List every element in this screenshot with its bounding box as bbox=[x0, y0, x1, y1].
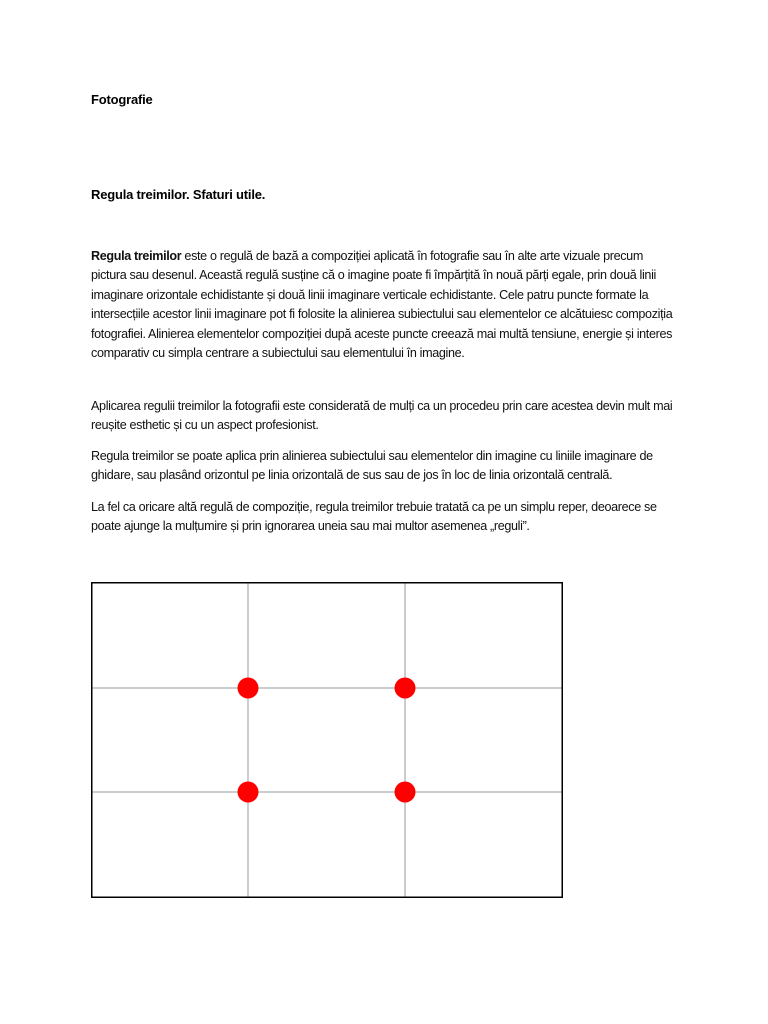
document-title: Fotografie bbox=[91, 92, 153, 107]
diagram-frame bbox=[92, 583, 563, 898]
intersection-point bbox=[238, 782, 259, 803]
paragraph-application: Aplicarea regulii treimilor la fotografii este considerată de mulți ca un procedeu prin care acestea devin mult mai reușite esthetic și cu un aspect profesionist. bbox=[91, 399, 673, 433]
rule-of-thirds-grid bbox=[91, 582, 563, 898]
paragraph-guideline: La fel ca oricare altă regulă de compoziție, regula treimilor trebuie tratată ca pe un simplu reper, deoarece se poate ajunge la mulțumire și prin ignorarea uneia sau mai multor asemenea „reguli”. bbox=[91, 500, 657, 534]
rule-of-thirds-diagram bbox=[91, 582, 563, 898]
document-subtitle: Regula treimilor. Sfaturi utile. bbox=[91, 187, 266, 202]
intersection-point bbox=[395, 678, 416, 699]
intersection-point bbox=[395, 782, 416, 803]
paragraph-intro bbox=[91, 247, 681, 363]
paragraph-alignment: Regula treimilor se poate aplica prin alinierea subiectului sau elementelor din imagine cu liniile imaginare de ghidare, sau plasând orizontul pe linia orizontală de sus sau de jos în loc de linia orizontală centrală. bbox=[91, 449, 653, 483]
paragraph-intro-text: este o regulă de bază a compoziției aplicată în fotografie sau în alte arte vizuale precum pictura sau desenul. Această regulă susține că o imagine poate fi împărțită în nouă părți egale, prin două linii imaginare orizontale echidistante și două linii imaginare verticale echidistante. Cele patru puncte formate la intersecțiile acestor linii imaginare pot fi folosite la alinierea subiectului sau elementelor ce alcătuiesc compoziția fotografiei. Alinierea elementelor compoziției după aceste puncte creează mai multă tensiune, energie și interes comparativ cu simpla centrare a subiectului sau elementului în imagine. bbox=[91, 249, 673, 361]
paragraph-intro-lead: Regula treimilor bbox=[91, 249, 182, 263]
intersection-point bbox=[238, 678, 259, 699]
